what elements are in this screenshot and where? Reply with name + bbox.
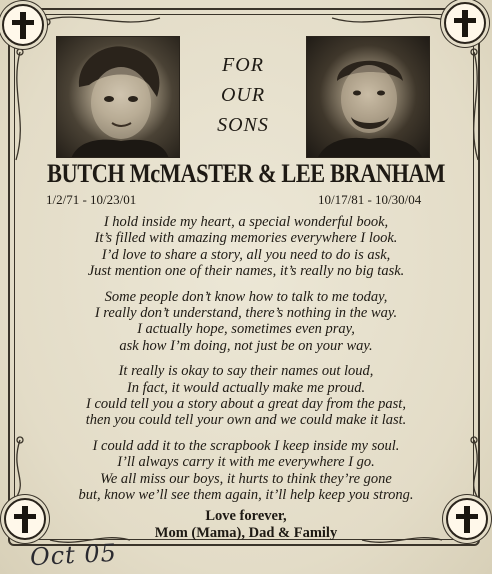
for-our-sons-heading — [180, 50, 306, 140]
poem-line: I could tell you a story about a great day from the past, — [86, 396, 406, 413]
poem-line: but, know we’ll see them again, it’ll help keep you strong. — [78, 487, 414, 504]
poem-line: I hold inside my heart, a special wonderful book, — [103, 214, 389, 230]
heading-line-3: SONS — [217, 114, 269, 136]
dates-butch: 1/2/71 - 10/23/01 — [46, 192, 137, 207]
handwritten-date-note: Oct 05 — [29, 538, 118, 572]
poem-stanza — [20, 214, 472, 280]
memorial-poem — [20, 214, 472, 513]
closing-line-1: Love forever, — [205, 508, 287, 524]
poem-line: then you could tell your own and we could make it last. — [85, 412, 407, 429]
memorial-names: BUTCH McMASTER & LEE BRANHAM — [47, 159, 445, 188]
poem-line: ask how I’m doing, not just be on your way. — [119, 337, 373, 354]
cross-icon — [444, 2, 486, 44]
poem-line: Just mention one of their names, it’s really no big task. — [87, 263, 405, 280]
poem-line: In fact, it would actually make me proud. — [126, 379, 366, 396]
poem-line: I actually hope, sometimes even pray, — [137, 321, 355, 338]
poem-line: It’s filled with amazing memories everywhere I look. — [94, 230, 398, 247]
poem-line: It really is okay to say their names out loud, — [118, 363, 374, 380]
poem-line: I’ll always carry it with me everywhere I go. — [117, 454, 375, 471]
poem-stanza — [20, 363, 472, 429]
closing-line-2: Mom (Mama), Dad & Family — [154, 525, 338, 541]
poem-line: I really don’t understand, there’s nothing in the way. — [94, 305, 398, 322]
poem-stanza — [20, 289, 472, 355]
cross-icon — [2, 4, 44, 46]
photo-lee — [306, 36, 430, 158]
heading-line-1: FOR — [222, 54, 264, 76]
poem-line: I’d love to share a story, all you need to do is ask, — [101, 246, 391, 263]
poem-stanza — [20, 438, 472, 504]
poem-line: Some people don’t know how to talk to me today, — [104, 288, 388, 305]
poem-line: We all miss our boys, it hurts to think they’re gone — [100, 470, 392, 487]
dates-lee: 10/17/81 - 10/30/04 — [318, 192, 422, 207]
poem-line: I could add it to the scrapbook I keep inside my soul. — [92, 437, 400, 454]
photo-butch — [56, 36, 180, 158]
closing-signature — [0, 508, 492, 542]
heading-line-2: OUR — [220, 84, 266, 106]
